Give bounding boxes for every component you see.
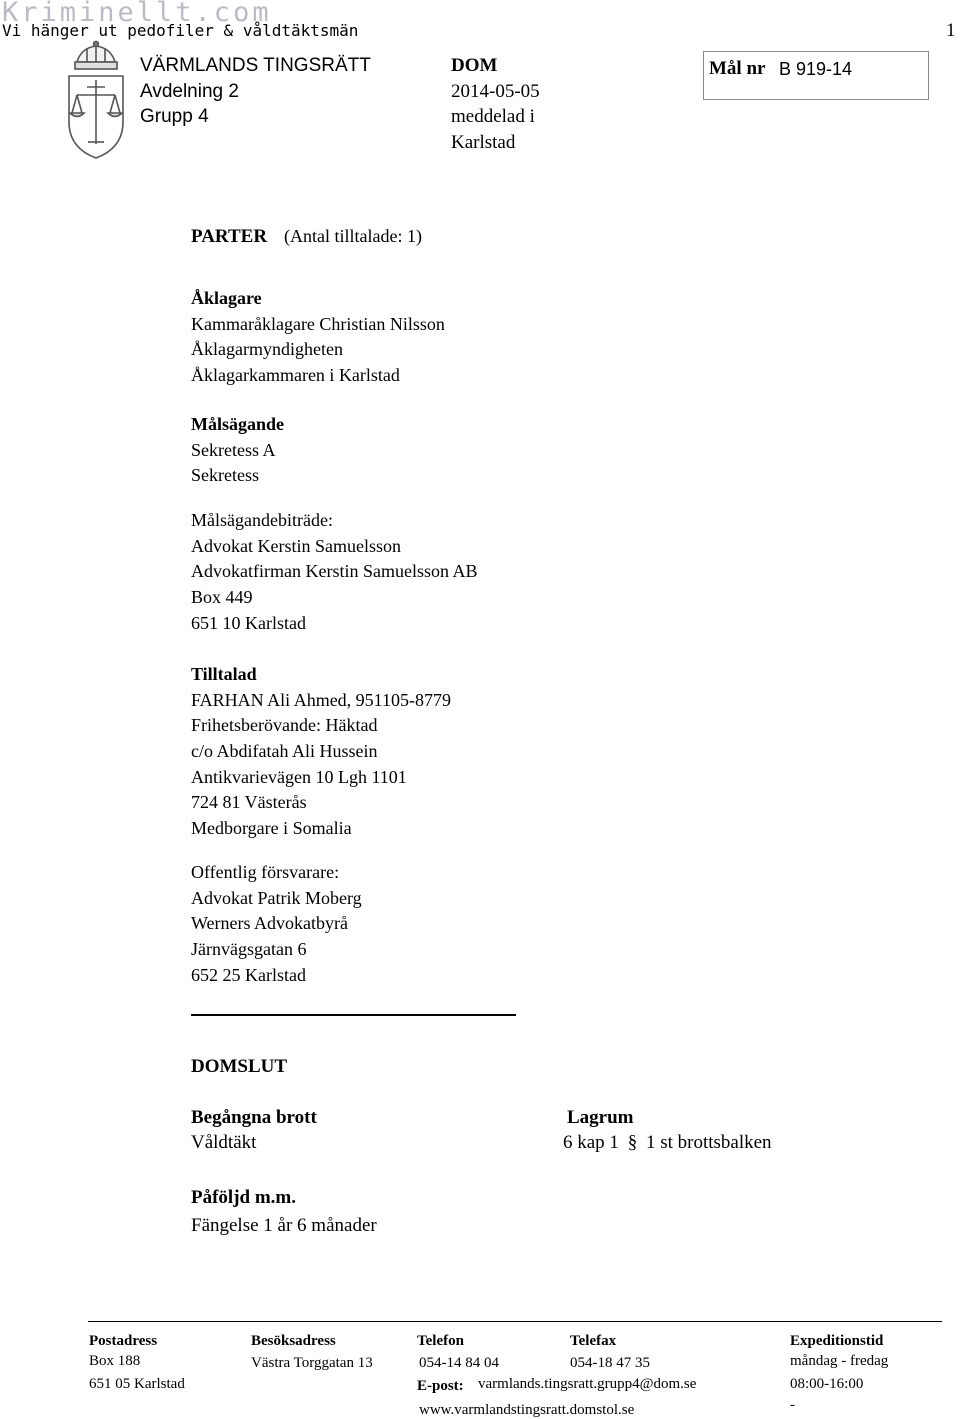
defendant-line: Medborgare i Somalia bbox=[191, 818, 352, 839]
sentence: Fängelse 1 år 6 månader bbox=[191, 1215, 377, 1236]
footer-website[interactable]: www.varmlandstingsratt.domstol.se bbox=[419, 1402, 635, 1418]
defendant-section bbox=[191, 662, 451, 842]
section-divider bbox=[191, 1014, 516, 1016]
crime-heading: Begångna brott bbox=[191, 1107, 317, 1128]
case-number-label: Mål nr bbox=[709, 58, 766, 79]
coat-of-arms-icon bbox=[63, 40, 129, 162]
defender-section bbox=[191, 860, 362, 988]
prosecutor-line: Åklagarkammaren i Karlstad bbox=[191, 365, 400, 386]
prosecutor-line: Åklagarmyndigheten bbox=[191, 339, 343, 360]
defendant-line: Antikvarievägen 10 Lgh 1101 bbox=[191, 766, 407, 787]
document-place-line-2: Karlstad bbox=[451, 132, 516, 154]
document-date: 2014-05-05 bbox=[451, 80, 540, 102]
case-number: B 919-14 bbox=[779, 59, 853, 79]
plaintiff-heading: Målsägande bbox=[191, 414, 285, 434]
footer-hours-line: 08:00-16:00 bbox=[790, 1376, 864, 1392]
court-division: Avdelning 2 bbox=[140, 80, 239, 102]
defender-line: 652 25 Karlstad bbox=[191, 964, 306, 985]
document-info bbox=[451, 53, 540, 156]
defendant-line: c/o Abdifatah Ali Hussein bbox=[191, 741, 378, 762]
plaintiff-line: Sekretess bbox=[191, 465, 259, 486]
counsel-line: Målsägandebiträde: bbox=[191, 510, 333, 530]
counsel-line: 651 10 Karlstad bbox=[191, 612, 306, 633]
counsel-line: Box 449 bbox=[191, 587, 253, 608]
footer-fax-label: Telefax bbox=[570, 1333, 617, 1349]
footer-phone: 054-14 84 04 bbox=[419, 1355, 499, 1371]
defender-line: Offentlig försvarare: bbox=[191, 862, 340, 882]
footer-postal-line: 651 05 Karlstad bbox=[89, 1376, 185, 1392]
law-reference bbox=[563, 1132, 772, 1154]
plaintiff-section bbox=[191, 412, 284, 489]
case-number-box bbox=[703, 51, 929, 100]
document-type: DOM bbox=[451, 55, 498, 76]
court-group: Grupp 4 bbox=[140, 106, 209, 128]
counsel-line: Advokat Kerstin Samuelsson bbox=[191, 535, 401, 556]
prosecutor-line: Kammaråklagare Christian Nilsson bbox=[191, 313, 445, 334]
footer-fax: 054-18 47 35 bbox=[570, 1355, 650, 1371]
plaintiff-line: Sekretess A bbox=[191, 439, 276, 460]
footer-divider bbox=[88, 1321, 942, 1322]
watermark-brand: Kriminellt.com bbox=[2, 0, 272, 28]
footer-visit-label: Besöksadress bbox=[251, 1333, 336, 1349]
footer-phone-label: Telefon bbox=[417, 1333, 464, 1349]
defender-line: Werners Advokatbyrå bbox=[191, 913, 348, 934]
crime: Våldtäkt bbox=[191, 1132, 257, 1153]
verdict-heading: DOMSLUT bbox=[191, 1056, 288, 1077]
defendant-heading: Tilltalad bbox=[191, 664, 257, 684]
court-info bbox=[140, 53, 371, 130]
footer-hours-line: måndag - fredag bbox=[790, 1353, 889, 1369]
prosecutor-heading: Åklagare bbox=[191, 288, 262, 308]
footer-email[interactable]: varmlands.tingsratt.grupp4@dom.se bbox=[478, 1376, 697, 1392]
footer-visit-line: Västra Torggatan 13 bbox=[251, 1355, 373, 1371]
footer-hours-line: - bbox=[790, 1397, 795, 1413]
parties-count: (Antal tilltalade: 1) bbox=[284, 226, 422, 246]
footer-email-label: E-post: bbox=[417, 1378, 464, 1394]
footer-postal-label: Postadress bbox=[89, 1333, 158, 1349]
defendant-line: 724 81 Västerås bbox=[191, 792, 307, 813]
document-place-line-1: meddelad i bbox=[451, 106, 535, 128]
defendant-line: FARHAN Ali Ahmed, 951105-8779 bbox=[191, 689, 452, 710]
section-sign-icon: § bbox=[627, 1132, 638, 1153]
defender-line: Järnvägsgatan 6 bbox=[191, 939, 307, 960]
law-heading: Lagrum bbox=[567, 1107, 634, 1128]
prosecutor-section bbox=[191, 286, 445, 389]
law-chapter: 6 kap 1 bbox=[563, 1132, 619, 1153]
defendant-line: Frihetsberövande: Häktad bbox=[191, 715, 378, 736]
page-number: 1 bbox=[946, 20, 956, 41]
footer-hours-label: Expeditionstid bbox=[790, 1333, 884, 1349]
watermark-tagline: Vi hänger ut pedofiler & våldtäktsmän bbox=[2, 21, 359, 40]
sentence-heading: Påföljd m.m. bbox=[191, 1187, 297, 1208]
counsel-section bbox=[191, 508, 477, 636]
parties-heading: PARTER bbox=[191, 226, 268, 247]
footer-postal-line: Box 188 bbox=[89, 1353, 141, 1369]
court-name: VÄRMLANDS TINGSRÄTT bbox=[140, 55, 371, 76]
law-rest: 1 st brottsbalken bbox=[645, 1132, 772, 1153]
defender-line: Advokat Patrik Moberg bbox=[191, 887, 362, 908]
counsel-line: Advokatfirman Kerstin Samuelsson AB bbox=[191, 561, 478, 582]
